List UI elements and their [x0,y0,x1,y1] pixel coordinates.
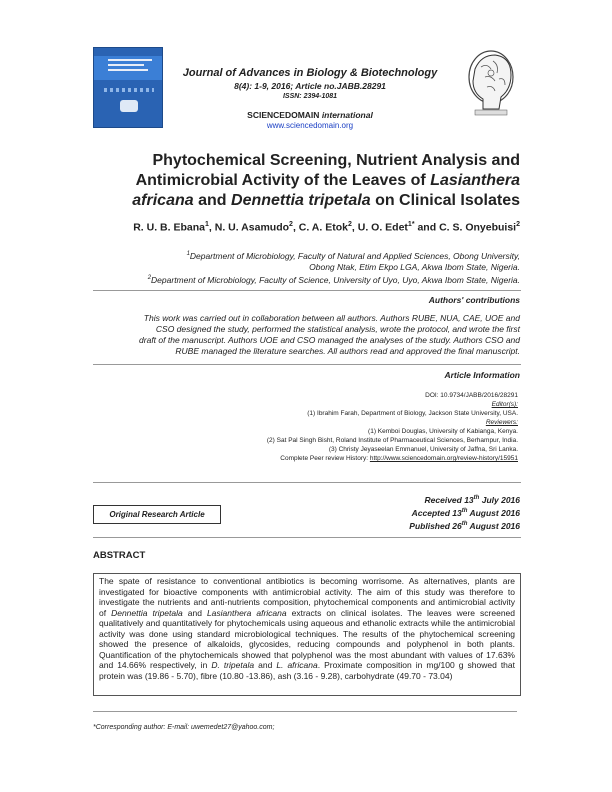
peer-review-history: Complete Peer review History: http://www.sciencedomain.org/review-history/15951 [280,455,518,462]
received-date: Received 13th July 2016 [424,494,520,505]
divider [93,537,521,538]
divider [93,290,521,291]
publisher-name: SCIENCEDOMAIN international [247,110,373,120]
journal-issn: ISSN: 2394-1081 [282,93,338,100]
publisher-logo [461,47,521,117]
publication-dates [300,493,520,531]
abstract-box: The spate of resistance to conventional antibiotics is becoming worrisome. As alternatives, plants are investigated for bioactive components with antimicrobial activity. The aim of this study was therefore to investigate the nutrients and anti-nutrients composition, phytochemical components and antimicrobial activity of Dennettia tripetala and Lasianthera africana extracts on clinical isolates. The leaves were screened qualitatively and quantitatively for phytochemicals using aqueous and ethanolic extracts while the antimicrobial activity was done using standard microbiological techniques. The results of the phytochemical screening showed the presence of alkaloids, glycosides, reducing compounds and polyphenol in both plants. Quantification of the phytochemicals showed that polyphenol was the most abundant with values of 17.63% and 14.66% respectively, in D. tripetala and L. africana. Proximate composition in mg/100 g showed that protein was (19.86 - 5.70), fibre (10.80 -13.86), ash (3.16 - 9.28), carbohydrate (49.70 - 73.04) [93,573,521,696]
paper-title: Phytochemical Screening, Nutrient Analysis and Antimicrobial Activity of the Leaves of Lasianthera africana and Dennettia tripetala on Clinical Isolates [132,152,520,209]
article-type-badge: Original Research Article [93,505,221,524]
journal-volume: 8(4): 1-9, 2016; Article no.JABB.28291 [234,81,386,91]
corresponding-author-footnote: *Corresponding author: E-mail: uwemedet27@yahoo.com; [93,724,275,731]
reviewer: (2) Sat Pal Singh Bisht, Roland Institute of Pharmaceutical Sciences, Berhampur, India. [266,437,518,444]
author: C. S. Onyebuisi [439,221,517,234]
contributions-text: This work was carried out in collaboration between all authors. Authors RUBE, NUA, CAE, UOE and CSO designed the study, performed the statistical analysis, wrote the protocol, and wrote the first draft of the manuscript. Authors UOE and CSO managed the analyses of the study. Authors CSO and RUBE managed the literature searches. All authors read and approved the final manuscript. [139,313,520,356]
editors-label: Editor(s): [491,401,518,408]
published-date: Published 26th August 2016 [409,520,520,531]
author: C. A. Etok [298,221,348,234]
journal-cover-image [93,47,163,128]
author-list: R. U. B. Ebana$^1$, N. U. Asamudo$^2$, C. A. Etok$^2$, U. O. Edet$^{1*}$ and C. S. Onyebuisi$^2$ [133,221,520,234]
reviewer: (3) Christy Jeyaseelan Emmanuel, University of Jaffna, Sri Lanka. [328,446,518,453]
abstract-heading: ABSTRACT [93,550,146,561]
divider [93,482,521,483]
editor: (1) Ibrahim Farah, Department of Biology, Jackson State University, USA. [307,410,518,417]
footnote-divider [93,711,517,712]
reviewers-label: Reviewers: [485,419,518,426]
contributions-heading: Authors' contributions [428,295,520,305]
author: R. U. B. Ebana [133,221,205,234]
peer-review-link[interactable]: http://www.sciencedomain.org/review-history/15951 [369,455,518,462]
divider [93,364,521,365]
journal-name: Journal of Advances in Biology & Biotechnology [182,67,438,79]
article-information [170,391,518,463]
journal-header [170,67,450,130]
affiliations: $^1$Department of Microbiology, Faculty of Natural and Applied Sciences, Obong University, Obong Ntak, Etim Ekpo LGA, Akwa Ibom State, Nigeria. $^2$Department of Microbiology, Faculty of Science, University of Uyo, Uyo, Akwa Ibom State, Nigeria. [147,250,520,285]
publisher-url[interactable]: www.sciencedomain.org [266,121,354,130]
reviewer: (1) Kemboi Douglas, University of Kabianga, Kenya. [368,428,518,435]
author: N. U. Asamudo [214,221,290,234]
author: U. O. Edet [357,221,408,234]
article-info-heading: Article Information [444,370,520,380]
doi: DOI: 10.9734/JABB/2016/28291 [425,392,518,399]
accepted-date: Accepted 13th August 2016 [411,507,520,518]
